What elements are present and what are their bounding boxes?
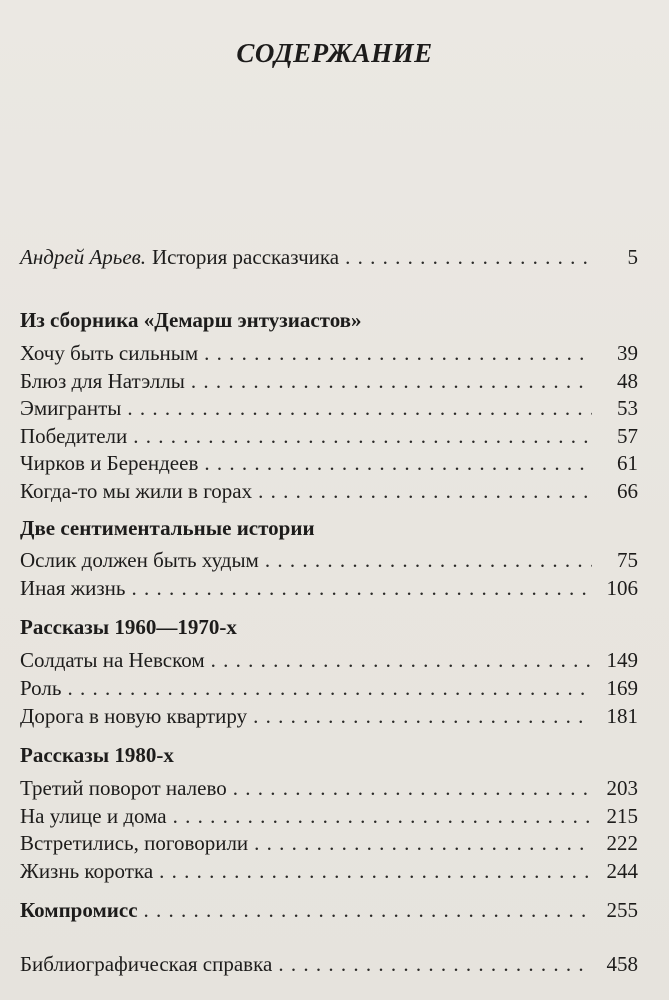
- toc-entry-bibliography[interactable]: [20, 950, 638, 978]
- dot-leader: [204, 339, 592, 367]
- toc-entry-title: Иная жизнь: [20, 576, 126, 600]
- toc-entry-title: Жизнь коротка: [20, 859, 154, 883]
- toc-entry-page: 48: [617, 369, 638, 393]
- dot-leader: [127, 394, 592, 422]
- toc-entry-title: Дорога в новую квартиру: [20, 704, 248, 728]
- toc-entry[interactable]: [20, 802, 638, 830]
- toc-entry-label: [20, 243, 339, 271]
- toc-entry-title: Ослик должен быть худым: [20, 548, 259, 572]
- dot-leader: [258, 477, 592, 505]
- toc-entry-page: 149: [606, 648, 638, 672]
- toc-entry-page: 61: [617, 451, 638, 475]
- toc-entry-page: 75: [617, 548, 638, 572]
- toc-entry-page: 255: [606, 898, 638, 922]
- toc-entry-page: 5: [627, 245, 638, 269]
- toc-entry[interactable]: [20, 422, 638, 450]
- dot-leader: [132, 574, 593, 602]
- toc-entry-title: Эмигранты: [20, 396, 122, 420]
- toc-entry[interactable]: [20, 774, 638, 802]
- toc-entry-title: На улице и дома: [20, 804, 167, 828]
- dot-leader: [67, 674, 592, 702]
- dot-leader: [159, 857, 592, 885]
- toc-entry[interactable]: [20, 829, 638, 857]
- section-heading: Две сентиментальные истории: [20, 516, 315, 540]
- toc-entry[interactable]: [20, 449, 638, 477]
- toc-entry-page: 169: [606, 676, 638, 700]
- section-heading: Рассказы 1980-х: [20, 743, 174, 767]
- dot-leader: [265, 546, 592, 574]
- toc-entry-page: 203: [606, 776, 638, 800]
- toc-entry-title: Библиографическая справка: [20, 952, 273, 976]
- dot-leader: [278, 950, 592, 978]
- dot-leader: [233, 774, 592, 802]
- toc-entry-author: Андрей Арьев.: [20, 245, 147, 269]
- toc-entry-title: Роль: [20, 676, 62, 700]
- dot-leader: [253, 702, 592, 730]
- section-heading: Из сборника «Демарш энтузиастов»: [20, 308, 362, 332]
- dot-leader: [211, 646, 592, 674]
- dot-leader: [345, 243, 592, 271]
- dot-leader: [173, 802, 592, 830]
- toc-entry[interactable]: [20, 546, 638, 574]
- toc-entry[interactable]: [20, 857, 638, 885]
- dot-leader: [204, 449, 592, 477]
- page-title: СОДЕРЖАНИЕ: [236, 38, 433, 68]
- dot-leader: [191, 367, 592, 395]
- toc-entry-page: 215: [606, 804, 638, 828]
- toc-entry-title: Когда-то мы жили в горах: [20, 479, 253, 503]
- toc-entry[interactable]: [20, 339, 638, 367]
- toc-entry-page: 39: [617, 341, 638, 365]
- toc-entry-page: 222: [606, 831, 638, 855]
- toc-entry-title: Встретились, поговорили: [20, 831, 249, 855]
- toc-entry-intro[interactable]: [20, 243, 638, 271]
- toc-entry-title: Компромисс: [20, 898, 138, 922]
- toc-entry-title: Чирков и Берендеев: [20, 451, 199, 475]
- toc-entry-title: Хочу быть сильным: [20, 341, 199, 365]
- dot-leader: [144, 896, 592, 924]
- toc-entry-title: Блюз для Натэллы: [20, 369, 185, 393]
- toc-entry[interactable]: [20, 367, 638, 395]
- dot-leader: [133, 422, 592, 450]
- toc-entry-page: 66: [617, 479, 638, 503]
- toc-entry[interactable]: [20, 646, 638, 674]
- toc-entry-title: Победители: [20, 424, 128, 448]
- toc-entry[interactable]: [20, 674, 638, 702]
- toc-entry-kompromiss[interactable]: [20, 896, 638, 924]
- toc-entry[interactable]: [20, 574, 638, 602]
- toc-entry-page: 244: [606, 859, 638, 883]
- toc-entry-page: 53: [617, 396, 638, 420]
- toc-entry-title: Третий поворот налево: [20, 776, 227, 800]
- section-heading: Рассказы 1960—1970-х: [20, 615, 237, 639]
- toc-entry-page: 458: [606, 952, 638, 976]
- toc-entry[interactable]: [20, 477, 638, 505]
- toc-entry-page: 181: [606, 704, 638, 728]
- toc-entry-title: Солдаты на Невском: [20, 648, 205, 672]
- toc-entry[interactable]: [20, 702, 638, 730]
- dot-leader: [254, 829, 592, 857]
- toc-entry[interactable]: [20, 394, 638, 422]
- toc-entry-page: 57: [617, 424, 638, 448]
- toc-entry-title: История рассказчика: [152, 245, 340, 269]
- toc-entry-page: 106: [606, 576, 638, 600]
